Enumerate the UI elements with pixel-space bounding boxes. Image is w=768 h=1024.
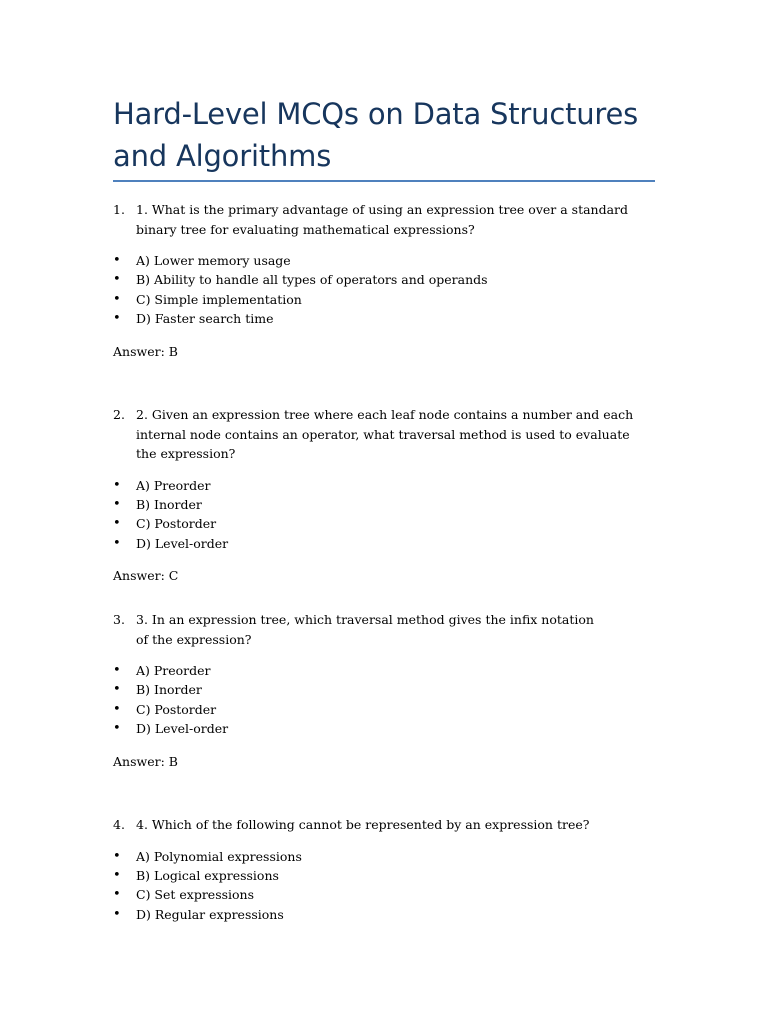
option-b: • B) Inorder (113, 680, 603, 699)
list-marker: 1. (113, 202, 125, 217)
question-1 (113, 200, 633, 361)
option-d: • D) Regular expressions (113, 905, 643, 924)
bullet-icon: • (113, 291, 121, 307)
bullet-icon: • (113, 887, 121, 903)
question-body: 4. Which of the following cannot be represented by an expression tree? (136, 817, 590, 832)
option-c: • C) Postorder (113, 700, 603, 719)
bullet-icon: • (113, 663, 121, 678)
options-list (113, 476, 643, 554)
option-c: • C) Set expressions (113, 885, 643, 904)
bullet-icon: • (113, 721, 121, 737)
bullet-icon: • (113, 253, 121, 268)
option-b: • B) Logical expressions (113, 866, 643, 885)
bullet-icon: • (113, 272, 121, 288)
title-underline (113, 180, 655, 182)
bullet-icon: • (113, 906, 121, 922)
question-3 (113, 610, 603, 771)
answer-text: Answer: C (113, 568, 179, 584)
question-body: 1. What is the primary advantage of using an expression tree over a standard binary tree for evaluating mathematical expressions? (136, 202, 629, 237)
bullet-icon: • (113, 516, 121, 532)
answer-text: Answer: B (113, 753, 178, 769)
document-page (113, 0, 655, 922)
bullet-icon: • (113, 848, 121, 864)
question-body: 2. Given an expression tree where each leaf node contains a number and each internal node contains an operator, what traversal method is used to evaluate the expression? (136, 407, 634, 461)
bullet-icon: • (113, 701, 121, 717)
bullet-icon: • (113, 311, 121, 327)
option-b: • B) Inorder (113, 495, 643, 514)
bullet-icon: • (113, 867, 121, 883)
bullet-icon: • (113, 496, 121, 512)
option-d: • D) Level-order (113, 719, 603, 738)
bullet-icon: • (113, 477, 121, 493)
option-c: • C) Postorder (113, 514, 643, 533)
list-marker: 2. (113, 407, 125, 422)
question-text (113, 610, 603, 649)
question-4 (113, 815, 643, 924)
option-c: • C) Simple implementation (113, 290, 633, 309)
options-list (113, 847, 643, 925)
options-list (113, 661, 603, 739)
bullet-icon: • (113, 535, 121, 551)
option-d: • D) Level-order (113, 534, 643, 553)
option-a: • A) Preorder (113, 476, 643, 495)
option-a: • A) Polynomial expressions (113, 847, 643, 866)
question-text (113, 815, 643, 835)
list-marker: 4. (113, 817, 125, 832)
question-text (113, 405, 643, 464)
question-body: 3. In an expression tree, which traversal method gives the infix notation of the expression? (136, 612, 594, 647)
option-d: • D) Faster search time (113, 309, 633, 328)
question-text (113, 200, 633, 239)
document-title: Hard-Level MCQs on Data Structures and Algorithms (113, 97, 639, 173)
answer-text: Answer: B (113, 343, 178, 359)
option-b: • B) Ability to handle all types of operators and operands (113, 270, 633, 289)
question-2 (113, 405, 643, 585)
options-list (113, 251, 633, 329)
option-a: • A) Lower memory usage (113, 251, 633, 270)
option-a: • A) Preorder (113, 661, 603, 680)
list-marker: 3. (113, 612, 125, 627)
bullet-icon: • (113, 682, 121, 698)
